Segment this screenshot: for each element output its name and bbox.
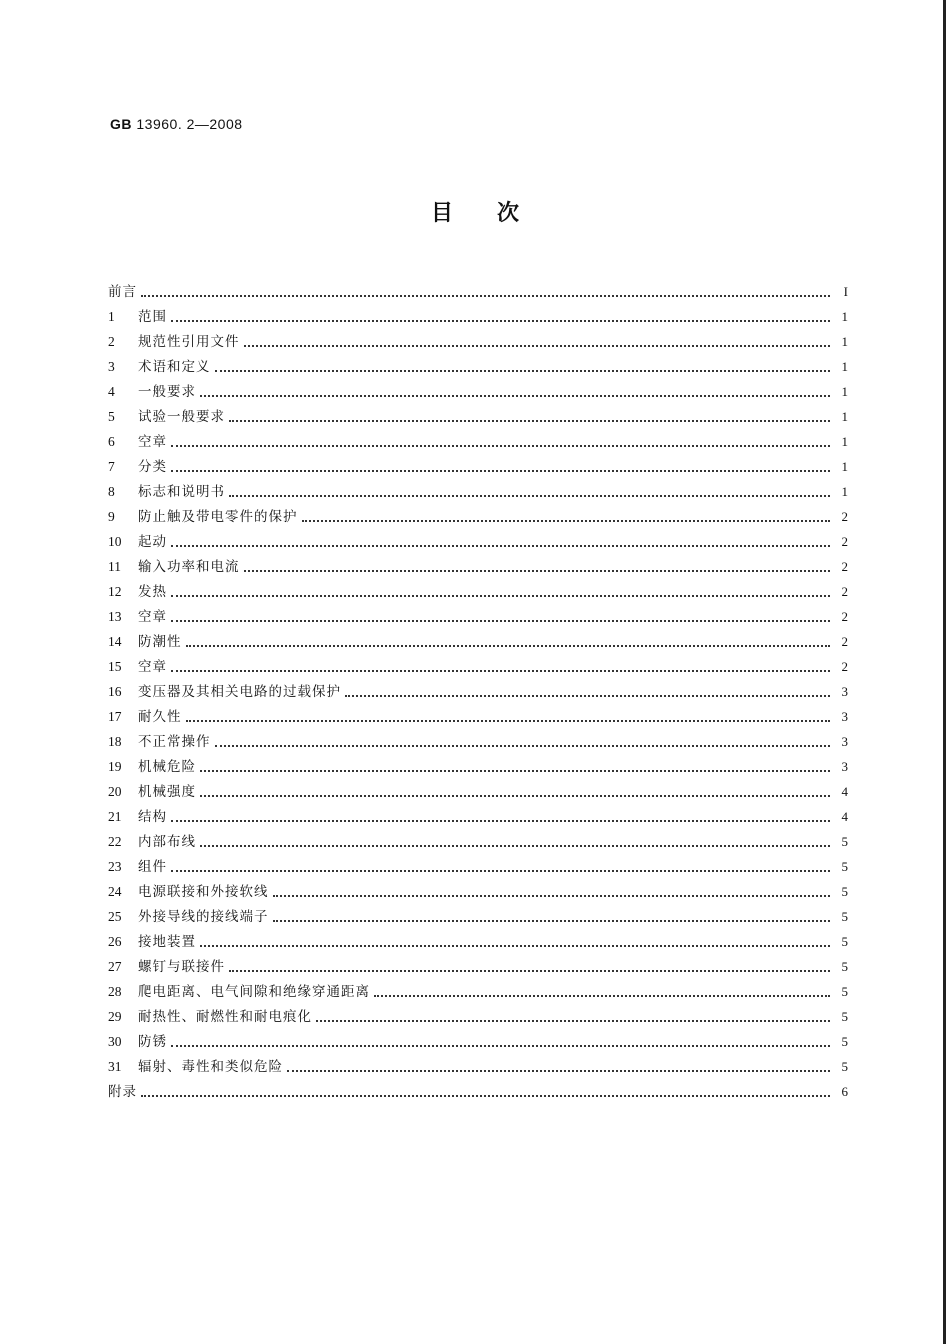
toc-entry-title: 起动: [138, 534, 167, 550]
toc-entry-title: 结构: [138, 809, 167, 825]
toc-leader-dots: [171, 544, 830, 547]
toc-entry-number: 12: [108, 584, 122, 599]
toc-leader-dots: [200, 844, 830, 847]
toc-entry-page: 2: [841, 659, 848, 674]
toc-entry-page: 5: [841, 884, 848, 899]
toc-entry-page: 5: [841, 984, 848, 999]
page-title: 目次: [430, 201, 563, 226]
toc-entry-title: 术语和定义: [138, 359, 211, 375]
toc-entry-number: 25: [108, 909, 122, 924]
toc-entry[interactable]: [108, 426, 848, 451]
toc-entry-number: 30: [108, 1034, 122, 1049]
toc-leader-dots: [287, 1069, 830, 1072]
toc-entry-title: 分类: [138, 459, 167, 475]
table-of-contents: [108, 276, 848, 1101]
toc-entry-page: 3: [841, 734, 848, 749]
toc-entry-number: 14: [108, 634, 122, 649]
toc-entry[interactable]: [108, 451, 848, 476]
toc-entry-page: 1: [841, 434, 848, 449]
toc-entry-page: 1: [841, 409, 848, 424]
toc-entry-title: 变压器及其相关电路的过载保护: [138, 684, 341, 700]
toc-leader-dots: [171, 869, 830, 872]
toc-entry-title: 螺钉与联接件: [138, 959, 225, 975]
toc-entry-title: 空章: [138, 659, 167, 675]
toc-entry[interactable]: [108, 626, 848, 651]
toc-entry-page: 1: [841, 459, 848, 474]
toc-entry-page: 1: [841, 384, 848, 399]
standard-number: 13960. 2—2008: [136, 116, 243, 132]
toc-entry-title: 内部布线: [138, 834, 196, 850]
toc-entry-title: 防止触及带电零件的保护: [138, 509, 298, 525]
toc-entry-number: 15: [108, 659, 122, 674]
toc-entry[interactable]: [108, 351, 848, 376]
toc-entry[interactable]: [108, 1076, 848, 1101]
toc-leader-dots: [345, 694, 830, 697]
toc-entry[interactable]: [108, 326, 848, 351]
toc-entry[interactable]: [108, 726, 848, 751]
toc-leader-dots: [171, 594, 830, 597]
toc-entry[interactable]: [108, 301, 848, 326]
toc-entry-number: 17: [108, 709, 122, 724]
toc-entry-number: 6: [108, 434, 115, 449]
toc-leader-dots: [215, 369, 831, 372]
toc-entry-page: 2: [841, 559, 848, 574]
toc-leader-dots: [215, 744, 831, 747]
toc-entry-title: 电源联接和外接软线: [138, 884, 269, 900]
toc-entry-page: 1: [841, 334, 848, 349]
toc-entry-number: 27: [108, 959, 122, 974]
toc-entry-title: 防锈: [138, 1034, 167, 1050]
toc-leader-dots: [171, 669, 830, 672]
toc-entry-title: 不正常操作: [138, 734, 211, 750]
toc-leader-dots: [171, 619, 830, 622]
toc-entry[interactable]: [108, 526, 848, 551]
toc-leader-dots: [200, 944, 830, 947]
toc-entry-number: 18: [108, 734, 122, 749]
toc-leader-dots: [171, 1044, 830, 1047]
toc-entry-page: 5: [841, 1059, 848, 1074]
toc-entry-page: 5: [841, 1009, 848, 1024]
toc-entry-page: 4: [841, 809, 848, 824]
toc-entry-page: 2: [841, 534, 848, 549]
toc-entry-page: 5: [841, 859, 848, 874]
toc-entry-page: 5: [841, 909, 848, 924]
toc-entry[interactable]: [108, 801, 848, 826]
toc-entry-number: 19: [108, 759, 122, 774]
toc-entry-number: 9: [108, 509, 115, 524]
toc-entry-number: 22: [108, 834, 122, 849]
toc-entry[interactable]: [108, 776, 848, 801]
toc-leader-dots: [244, 569, 831, 572]
toc-entry-title: 机械强度: [138, 784, 196, 800]
toc-entry[interactable]: [108, 901, 848, 926]
toc-entry-number: 31: [108, 1059, 122, 1074]
toc-entry-title: 辐射、毒性和类似危险: [138, 1059, 283, 1075]
toc-entry-page: 3: [841, 709, 848, 724]
toc-entry-page: 1: [841, 309, 848, 324]
toc-entry-title: 外接导线的接线端子: [138, 909, 269, 925]
toc-entry-page: 5: [841, 959, 848, 974]
toc-entry-title: 试验一般要求: [138, 409, 225, 425]
toc-entry[interactable]: [108, 601, 848, 626]
toc-entry-page: 2: [841, 609, 848, 624]
toc-entry[interactable]: [108, 501, 848, 526]
toc-entry-title: 接地装置: [138, 934, 196, 950]
toc-entry-title: 规范性引用文件: [138, 334, 240, 350]
toc-entry-page: 2: [841, 634, 848, 649]
toc-entry-title: 输入功率和电流: [138, 559, 240, 575]
toc-leader-dots: [171, 319, 830, 322]
toc-entry-title: 组件: [138, 859, 167, 875]
toc-entry-title: 耐热性、耐燃性和耐电痕化: [138, 1009, 312, 1025]
toc-entry[interactable]: [108, 826, 848, 851]
toc-entry[interactable]: [108, 551, 848, 576]
toc-entry[interactable]: [108, 1051, 848, 1076]
toc-entry-page: 6: [841, 1084, 848, 1099]
toc-leader-dots: [229, 494, 830, 497]
toc-leader-dots: [374, 994, 830, 997]
toc-entry-title: 机械危险: [138, 759, 196, 775]
toc-entry-page: 2: [841, 509, 848, 524]
toc-entry[interactable]: [108, 276, 848, 301]
toc-entry[interactable]: [108, 376, 848, 401]
toc-leader-dots: [141, 294, 830, 297]
toc-entry-number: 4: [108, 384, 115, 399]
toc-entry-title: 发热: [138, 584, 167, 600]
toc-entry-number: 26: [108, 934, 122, 949]
toc-entry-number: 3: [108, 359, 115, 374]
toc-entry-number: 21: [108, 809, 122, 824]
toc-leader-dots: [171, 819, 830, 822]
standard-code: [110, 116, 243, 132]
toc-leader-dots: [186, 719, 831, 722]
toc-entry-number: 8: [108, 484, 115, 499]
toc-entry-page: 1: [841, 484, 848, 499]
toc-entry-number: 2: [108, 334, 115, 349]
toc-entry[interactable]: [108, 951, 848, 976]
toc-entry-page: 5: [841, 834, 848, 849]
standard-prefix: GB: [110, 116, 132, 132]
toc-entry-page: 2: [841, 584, 848, 599]
toc-entry-page: 1: [841, 359, 848, 374]
toc-leader-dots: [273, 919, 831, 922]
toc-entry-page: 5: [841, 934, 848, 949]
toc-entry-page: 5: [841, 1034, 848, 1049]
toc-entry-number: 28: [108, 984, 122, 999]
toc-entry[interactable]: [108, 1001, 848, 1026]
toc-entry[interactable]: [108, 976, 848, 1001]
toc-entry-number: 23: [108, 859, 122, 874]
toc-entry-title: 标志和说明书: [138, 484, 225, 500]
toc-entry-page: 3: [841, 759, 848, 774]
toc-entry[interactable]: [108, 401, 848, 426]
toc-leader-dots: [229, 419, 830, 422]
toc-entry-number: 10: [108, 534, 122, 549]
toc-entry[interactable]: [108, 476, 848, 501]
toc-leader-dots: [171, 444, 830, 447]
toc-entry-number: 20: [108, 784, 122, 799]
toc-entry[interactable]: [108, 926, 848, 951]
toc-entry[interactable]: [108, 851, 848, 876]
toc-entry-title: 附录: [108, 1084, 137, 1100]
toc-entry-number: 1: [108, 309, 115, 324]
toc-entry-page: 3: [841, 684, 848, 699]
toc-entry[interactable]: [108, 1026, 848, 1051]
toc-entry-title: 一般要求: [138, 384, 196, 400]
toc-leader-dots: [200, 794, 830, 797]
toc-leader-dots: [316, 1019, 830, 1022]
toc-entry-number: 11: [108, 559, 121, 574]
toc-entry-title: 前言: [108, 284, 137, 300]
toc-entry-title: 爬电距离、电气间隙和绝缘穿通距离: [138, 984, 370, 1000]
toc-entry-title: 防潮性: [138, 634, 182, 650]
toc-entry[interactable]: [108, 876, 848, 901]
toc-entry[interactable]: [108, 701, 848, 726]
toc-entry-page: I: [843, 284, 848, 299]
toc-entry-number: 16: [108, 684, 122, 699]
toc-leader-dots: [186, 644, 831, 647]
toc-leader-dots: [302, 519, 831, 522]
toc-entry-title: 空章: [138, 609, 167, 625]
toc-entry[interactable]: [108, 676, 848, 701]
toc-entry-title: 空章: [138, 434, 167, 450]
toc-leader-dots: [141, 1094, 830, 1097]
toc-leader-dots: [200, 769, 830, 772]
toc-entry-title: 耐久性: [138, 709, 182, 725]
toc-entry-number: 24: [108, 884, 122, 899]
toc-entry-page: 4: [841, 784, 848, 799]
toc-entry-number: 7: [108, 459, 115, 474]
toc-entry-number: 29: [108, 1009, 122, 1024]
toc-leader-dots: [244, 344, 831, 347]
toc-entry-title: 范围: [138, 309, 167, 325]
toc-entry[interactable]: [108, 751, 848, 776]
toc-entry-number: 5: [108, 409, 115, 424]
toc-leader-dots: [273, 894, 831, 897]
toc-leader-dots: [171, 469, 830, 472]
toc-entry[interactable]: [108, 651, 848, 676]
toc-entry-number: 13: [108, 609, 122, 624]
toc-entry[interactable]: [108, 576, 848, 601]
toc-leader-dots: [200, 394, 830, 397]
toc-leader-dots: [229, 969, 830, 972]
